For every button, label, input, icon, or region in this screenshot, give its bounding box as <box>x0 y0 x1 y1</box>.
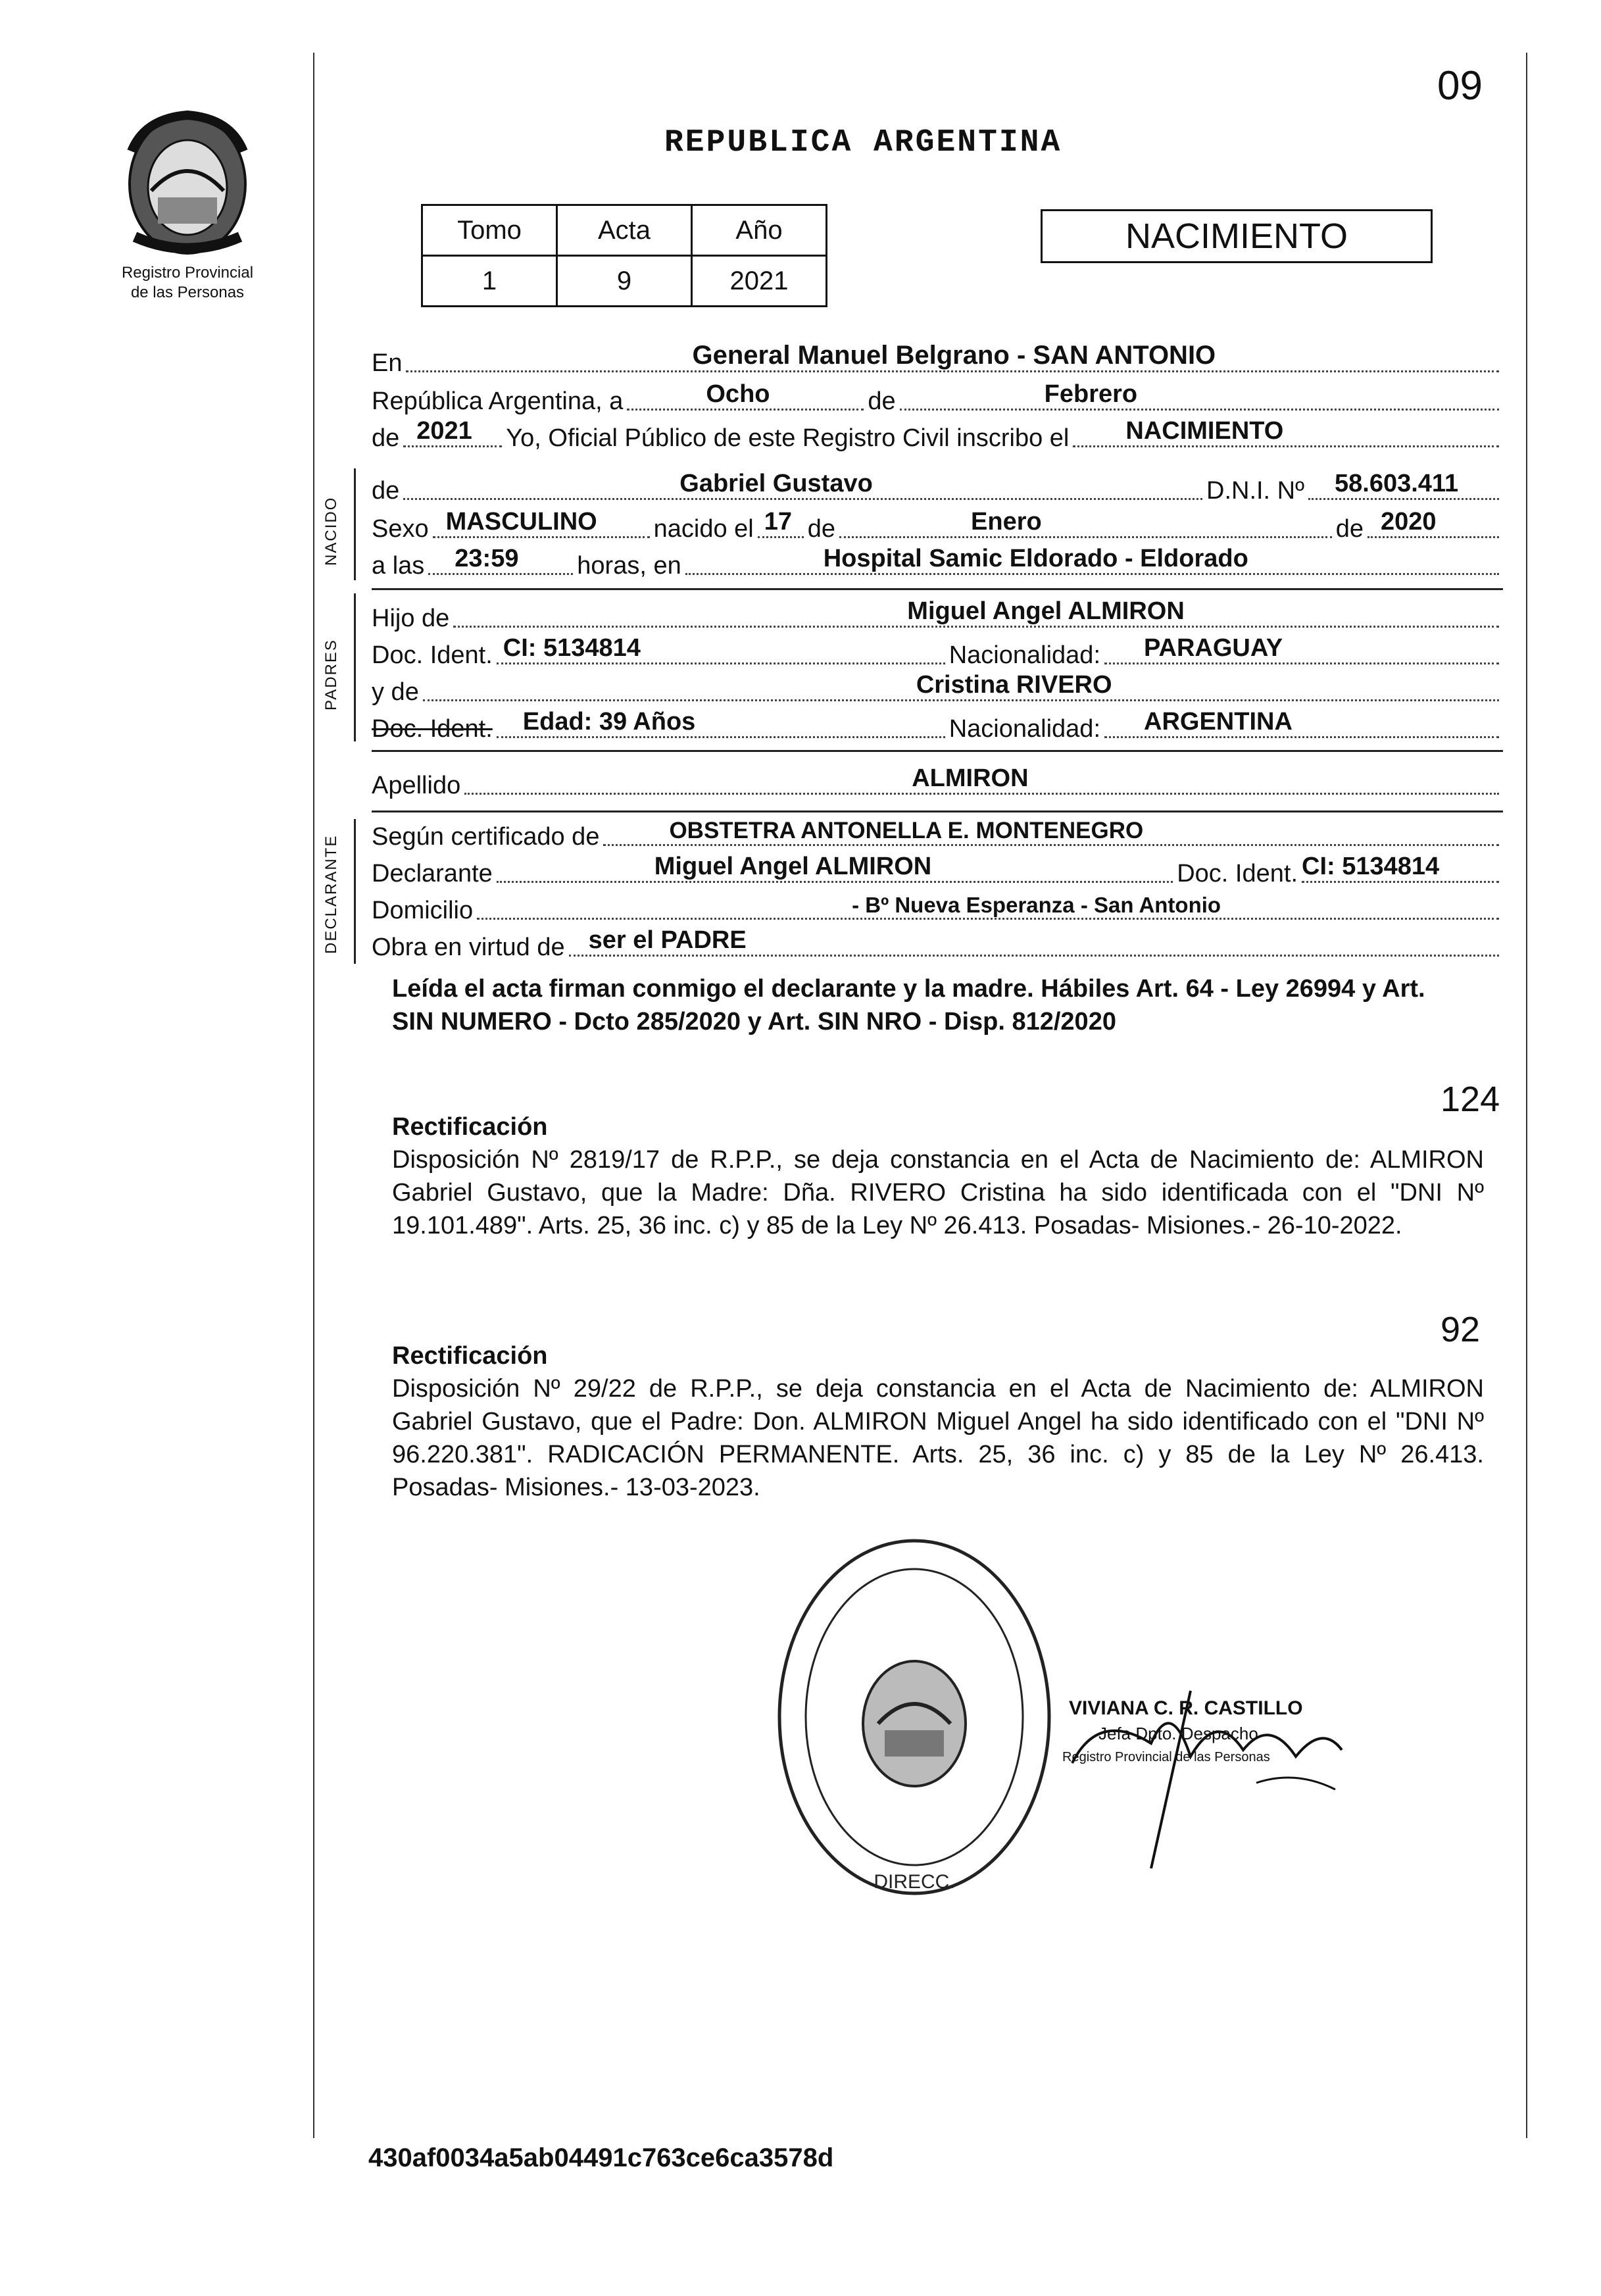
segun-label: Según certificado de <box>372 823 600 851</box>
day-value: Ocho <box>706 380 770 408</box>
de-label-2: de <box>807 515 836 543</box>
signature-name: VIVIANA C. R. CASTILLO <box>1069 1697 1303 1719</box>
dotted-line <box>423 673 1499 701</box>
mother-name-value: Cristina RIVERO <box>916 671 1112 699</box>
page-number: 09 <box>1437 63 1483 109</box>
birth-place-value: Hospital Samic Eldorado - Eldorado <box>823 545 1248 572</box>
nacido-el-label: nacido el <box>653 515 754 543</box>
mother-age-value: Edad: 39 Años <box>522 708 696 736</box>
rectification-1-text: Disposición Nº 2819/17 de R.P.P., se deja constancia en el Acta de Nacimiento de: ALMIRON Gabriel Gustavo, que la Madre: Dña. RIVERO Cristina ha sido identificada con el "DNI Nº 19.101.489". Arts. 25, 36 inc. c) y 85 de la Ley Nº 26.413. Posadas- Misiones.- 26-10-2022. <box>392 1146 1484 1239</box>
field-row-hora <box>372 543 1503 580</box>
field-row-y-de <box>372 670 1503 707</box>
mother-nationality-value: ARGENTINA <box>1144 708 1293 736</box>
dotted-line <box>428 547 573 575</box>
section-bar-declarante <box>354 819 356 964</box>
mother-doc-label: Doc. Ident. <box>372 715 493 743</box>
apellido-label: Apellido <box>372 772 461 799</box>
dotted-line <box>1104 710 1499 738</box>
dotted-line <box>497 710 945 738</box>
dotted-line <box>403 472 1202 500</box>
dotted-line <box>497 636 945 664</box>
logo-caption-line1: Registro Provincial <box>121 264 254 282</box>
father-doc-label: Doc. Ident. <box>372 641 493 669</box>
month-value: Febrero <box>1044 380 1138 408</box>
declarante-doc-value: CI: 5134814 <box>1302 853 1440 880</box>
obra-value: ser el PADRE <box>588 926 747 954</box>
sexo-label: Sexo <box>372 515 429 543</box>
section-label-padres: PADRES <box>322 639 340 711</box>
dotted-line <box>758 510 804 538</box>
table-header-tomo: Tomo <box>422 205 557 256</box>
province-logo <box>118 105 257 263</box>
domicilio-value: - Bº Nueva Esperanza - San Antonio <box>852 893 1221 917</box>
signature-office: Registro Provincial de las Personas <box>1062 1750 1270 1764</box>
birth-day-value: 17 <box>764 508 793 536</box>
dotted-line <box>453 599 1499 628</box>
dotted-line <box>477 891 1499 920</box>
hijo-de-label: Hijo de <box>372 605 450 632</box>
declarante-label: Declarante <box>372 860 493 887</box>
dotted-line <box>1104 636 1499 664</box>
field-row-nombre <box>372 468 1503 505</box>
rectification-2-text: Disposición Nº 29/22 de R.P.P., se deja constancia en el Acta de Nacimiento de: ALMIRON Gabriel Gustavo, que el Padre: Don. ALMIRON Miguel Angel ha sido identificado con el "DNI Nº 96.220.381". RADICACIÓN PERMANENTE. Arts. 25, 36 inc. c) y 85 de la Ley Nº 26.413. Posadas- Misiones.- 13-03-2023. <box>392 1375 1484 1501</box>
obra-label: Obra en virtud de <box>372 934 565 961</box>
dotted-line <box>603 818 1499 846</box>
table-header-acta: Acta <box>557 205 692 256</box>
round-seal-icon <box>773 1533 1056 1901</box>
table-header-anio: Año <box>692 205 827 256</box>
dotted-line <box>1367 510 1499 538</box>
dni-label: D.N.I. Nº <box>1206 477 1304 505</box>
field-row-declarante <box>372 851 1503 888</box>
de-label-3: de <box>1335 515 1364 543</box>
closing-statement: Leída el acta firman conmigo el declarante y la madre. Hábiles Art. 64 - Ley 26994 y Art. SIN NUMERO - Dcto 285/2020 y Art. SIN NRO - Disp. 812/2020 <box>392 975 1425 1036</box>
field-row-year <box>372 416 1503 453</box>
record-type-box: NACIMIENTO <box>1041 209 1433 263</box>
inscribo-value: NACIMIENTO <box>1125 417 1284 445</box>
rectification-1-number: 124 <box>1441 1080 1500 1119</box>
horas-en-label: horas, en <box>577 552 681 580</box>
mother-nac-label: Nacionalidad: <box>948 715 1100 743</box>
father-doc-value: CI: 5134814 <box>503 634 641 662</box>
sexo-value: MASCULINO <box>445 508 597 536</box>
dotted-line <box>569 928 1499 957</box>
rectification-2-number: 92 <box>1441 1310 1481 1349</box>
coat-of-arms-icon <box>118 105 257 263</box>
field-row-apellido <box>372 763 1503 800</box>
field-row-mother-doc <box>372 707 1503 743</box>
official-stamp <box>773 1533 1056 1901</box>
dotted-line <box>433 510 650 538</box>
nombre-de-label: de <box>372 477 400 505</box>
dotted-line <box>464 766 1499 795</box>
municipality-value: General Manuel Belgrano - SAN ANTONIO <box>692 341 1216 370</box>
child-name-value: Gabriel Gustavo <box>679 470 873 497</box>
field-row-obra <box>372 925 1503 962</box>
dotted-line <box>406 341 1499 372</box>
field-row-en <box>372 341 1503 378</box>
alas-label: a las <box>372 552 425 580</box>
section-bar-nacido <box>354 468 356 580</box>
child-dni-value: 58.603.411 <box>1335 470 1459 497</box>
signature-block <box>1059 1684 1368 1882</box>
declarante-value: Miguel Angel ALMIRON <box>654 853 932 880</box>
dotted-line <box>627 382 864 411</box>
left-margin-rule <box>313 53 314 2138</box>
certifier-value: OBSTETRA ANTONELLA E. MONTENEGRO <box>669 818 1144 843</box>
divider <box>372 588 1503 590</box>
birth-hour-value: 23:59 <box>455 545 519 572</box>
field-row-father-doc <box>372 633 1503 670</box>
table-header-row <box>422 205 827 256</box>
dotted-line <box>403 419 502 447</box>
field-row-domicilio <box>372 888 1503 925</box>
birth-year-value: 2020 <box>1381 508 1437 536</box>
document-hash: 430af0034a5ab04491c763ce6ca3578d <box>368 2143 834 2172</box>
republica-label: República Argentina, a <box>372 387 624 415</box>
declarante-doc-label: Doc. Ident. <box>1177 860 1298 887</box>
field-row-hijo-de <box>372 596 1503 633</box>
tomo-value: 1 <box>422 256 557 307</box>
dotted-line <box>685 547 1499 575</box>
dotted-line <box>1308 472 1499 500</box>
en-label: En <box>372 349 403 377</box>
acta-value: 9 <box>557 256 692 307</box>
yo-label: Yo, Oficial Público de este Registro Civil inscribo el <box>506 424 1070 452</box>
logo-caption-line2: de las Personas <box>130 284 245 301</box>
table-value-row <box>422 256 827 307</box>
divider <box>372 750 1503 752</box>
field-row-republica <box>372 379 1503 416</box>
y-de-label: y de <box>372 678 419 706</box>
de-label: de <box>868 387 896 415</box>
field-row-segun <box>372 814 1503 851</box>
apellido-value: ALMIRON <box>912 764 1029 792</box>
dotted-line <box>1073 419 1499 447</box>
father-name-value: Miguel Angel ALMIRON <box>907 597 1185 625</box>
record-reference-table <box>421 204 827 307</box>
father-nac-label: Nacionalidad: <box>948 641 1100 669</box>
dotted-line <box>900 382 1499 411</box>
dotted-line <box>839 510 1332 538</box>
dotted-line <box>497 855 1173 883</box>
field-row-sexo <box>372 507 1503 543</box>
divider <box>372 811 1503 812</box>
svg-text:DIRECC.: DIRECC. <box>874 1871 955 1893</box>
year-value: 2021 <box>416 417 472 445</box>
rectification-1-title: Rectificación <box>392 1113 548 1141</box>
birth-month-value: Enero <box>971 508 1042 536</box>
father-nationality-value: PARAGUAY <box>1144 634 1283 662</box>
de2-label: de <box>372 424 400 452</box>
rectification-2-title: Rectificación <box>392 1342 548 1370</box>
dotted-line <box>1302 855 1499 883</box>
anio-value: 2021 <box>692 256 827 307</box>
right-margin-rule <box>1526 53 1527 2138</box>
document-heading: REPUBLICA ARGENTINA <box>664 125 1062 161</box>
domicilio-label: Domicilio <box>372 897 474 924</box>
section-bar-padres <box>354 593 356 741</box>
signature-position: Jefa Dpto. Despacho <box>1098 1724 1258 1743</box>
section-label-declarante: DECLARANTE <box>322 834 340 954</box>
logo-caption <box>99 263 276 303</box>
section-label-nacido: NACIDO <box>322 496 340 566</box>
